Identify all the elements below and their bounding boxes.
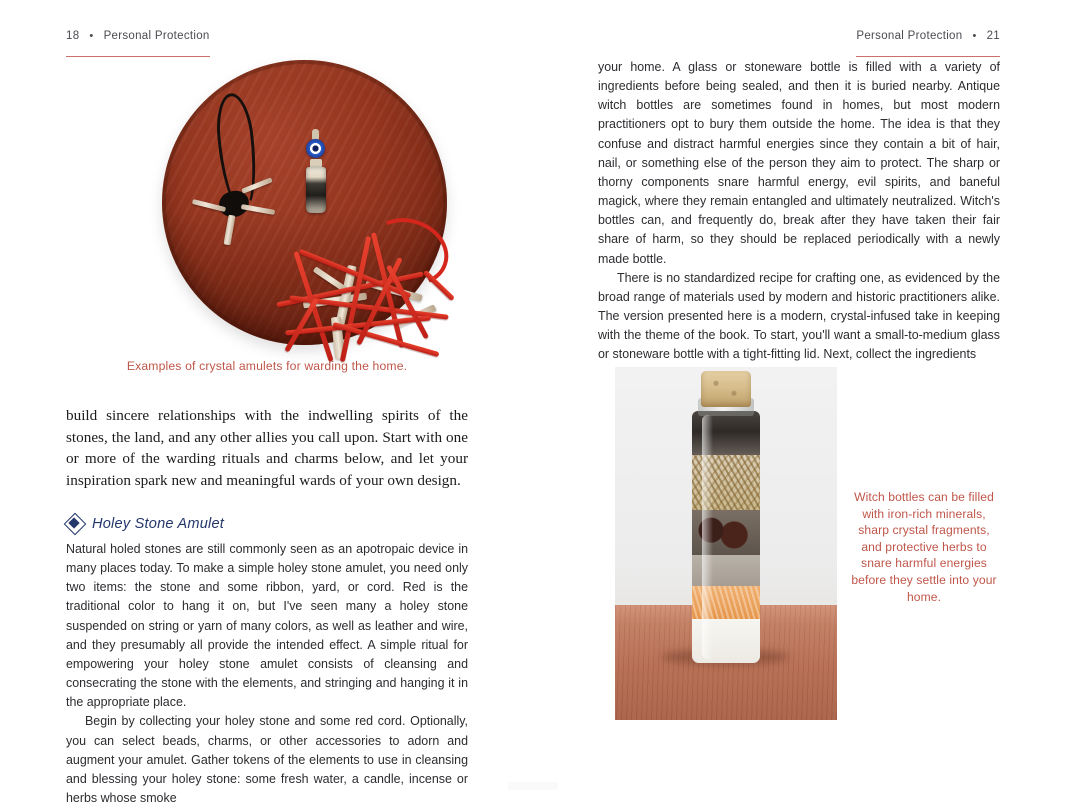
running-head-right <box>856 30 1000 57</box>
page-number-right: 21 <box>986 30 1000 42</box>
red-cord-strand <box>284 298 318 352</box>
runhead-separator-left: • <box>89 30 94 42</box>
runhead-title-right: Personal Protection <box>856 30 963 42</box>
page-bottom-artifact <box>508 782 558 790</box>
running-head-left <box>66 30 210 57</box>
runhead-title-left: Personal Protection <box>103 30 210 42</box>
runhead-separator-right: • <box>972 30 977 42</box>
lead-paragraph: build sincere relationships with the indwelling spirits of the stones, the land, and any other allies you call upon. Start with one or more of the warding rituals and charms below, and let your inspiration spark new and meaningful wards of your own design. <box>66 407 468 489</box>
figure-crystal-amulets <box>66 55 468 345</box>
left-body-paragraph-2: Begin by collecting your holey stone and some red cord. Optionally, you can select beads, charms, or other accessories to adorn and augment your amulet. Gather tokens of the elements to use in cleansing and blessing your holey stone: some fresh water, a candle, incense or herbs whose smoke <box>66 714 468 806</box>
section-heading-holey-stone-amulet <box>66 515 468 532</box>
red-cord-bundle <box>281 225 456 365</box>
right-page-column <box>598 58 1000 365</box>
glass-vial-amulet <box>306 167 326 213</box>
witch-bottle-photo <box>615 367 837 720</box>
section-title-text: Holey Stone Amulet <box>92 515 225 532</box>
right-body-paragraph-1: your home. A glass or stoneware bottle is filled with a variety of ingredients before being sealed, and then it is buried nearby. Antique witch bottles are sometimes found in homes, but most modern practitioners opt to bury them outside the home. The idea is that they confuse and distract harmful energies since they contain a bit of hair, nail, or something else of the person they aim to protect. The sharp or thorny components snare harmful energy, evil spirits, and baneful magick, where they remain entangled and ultimately neutralized. Witch's bottles can, and frequently do, break after they have taken their fair share of harm, so they should be replaced periodically with a newly made bottle. <box>598 60 1000 266</box>
diamond-icon <box>66 515 83 532</box>
left-page-column <box>66 55 468 808</box>
right-body-paragraph-2: There is no standardized recipe for crafting one, as evidenced by the broad range of materials used by modern and historic practitioners alike. The version presented here is a modern, crystal-infused take in keeping with the theme of the book. To start, you'll want a small-to-medium glass or stoneware bottle with a tight-fitting lid. Next, collect the ingredients <box>598 270 1000 362</box>
evil-eye-bead-icon <box>306 139 325 158</box>
page-number-left: 18 <box>66 30 80 42</box>
figure-caption-witch-bottle: Witch bottles can be filled with iron-rich minerals, sharp crystal fragments, and protective herbs to snare harmful energies before they settle into your home. <box>851 490 997 604</box>
cork-stopper <box>701 371 751 407</box>
figure-caption-amulets: Examples of crystal amulets for warding the home. <box>126 359 408 373</box>
bottle-highlight <box>702 415 713 659</box>
left-body-paragraph-1: Natural holed stones are still commonly seen as an apotropaic device in many places today. To make a simple holey stone amulet, you need only two items: the stone and some ribbon, yard, or cord. Red is the traditional color to hang it on, but I've seen many a holey stone suspended on string or yarn of many colors, as well as leather and wire, and they presumably all provide the intended effect. A simple ritual for empowering your holey stone amulet consists of cleansing and consecrating the stone with the elements, and stringing and hanging it in the appropriate place. <box>66 542 468 710</box>
glass-bottle <box>692 411 760 663</box>
figure-witch-bottle <box>615 367 837 720</box>
